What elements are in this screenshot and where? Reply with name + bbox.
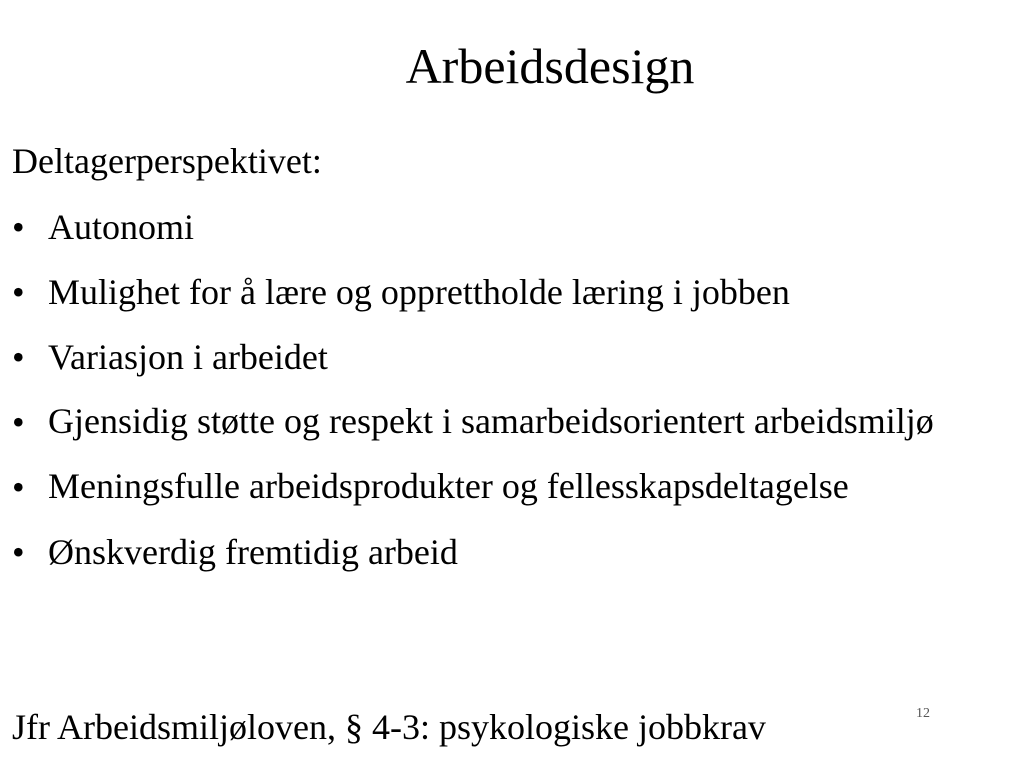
bullet-text-gjensidig: Gjensidig støtte og respekt i samarbeidsorientert arbeidsmiljø — [48, 401, 934, 441]
list-item — [12, 395, 1012, 449]
bullet-text-meningsfulle: Meningsfulle arbeidsprodukter og fellesskapsdeltagelse — [48, 466, 849, 506]
bullet-icon: • — [12, 207, 25, 247]
bullet-icon: • — [12, 467, 25, 507]
bullet-text-autonomi: Autonomi — [48, 207, 195, 247]
intro-text: Deltagerperspektivet: — [12, 141, 322, 181]
bullet-text-mulighet: Mulighet for å lære og opprettholde læring i jobben — [48, 272, 790, 312]
bullet-text-variasjon: Variasjon i arbeidet — [48, 337, 328, 377]
list-item — [12, 460, 1012, 514]
bullet-text-onskverdig: Ønskverdig fremtidig arbeid — [48, 532, 458, 572]
bullet-icon: • — [12, 272, 25, 312]
bullet-list — [12, 200, 1012, 590]
footer-reference: Jfr Arbeidsmiljøloven, § 4-3: psykologiske jobbkrav — [12, 707, 766, 747]
bullet-icon: • — [12, 337, 25, 377]
list-item — [12, 330, 1012, 384]
page-number: 12 — [916, 706, 930, 721]
list-item — [12, 525, 1012, 579]
bullet-icon: • — [12, 532, 25, 572]
list-item — [12, 265, 1012, 319]
list-item — [12, 200, 1012, 254]
bullet-icon: • — [12, 402, 25, 442]
slide-title: Arbeidsdesign — [405, 38, 695, 94]
